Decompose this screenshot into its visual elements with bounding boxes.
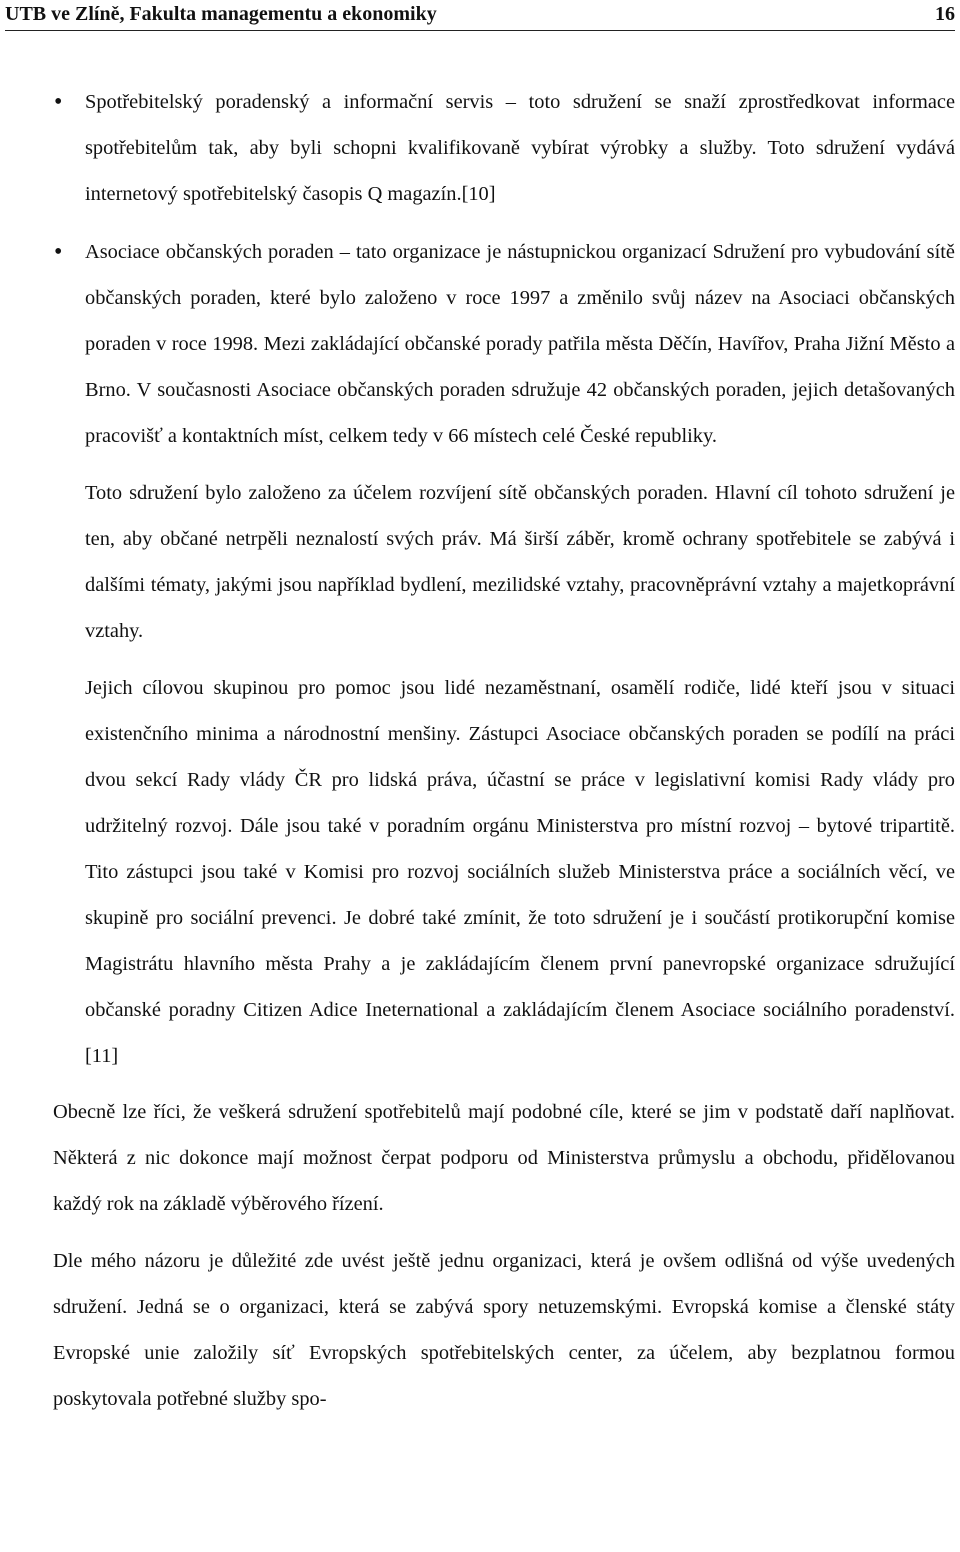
paragraph: Obecně lze říci, že veškerá sdružení spotřebitelů mají podobné cíle, které se jim v podstatě daří naplňovat. Některá z nic dokonce mají možnost čerpat podporu od Ministerstva průmyslu a obchodu, přidělovanou každý rok na základě výběrového řízení.: [53, 1101, 955, 1215]
bullet-icon: •: [54, 89, 63, 115]
bullet-text: Asociace občanských poraden – tato organizace je nástupnickou organizací Sdružení pro vybudování sítě občanských poraden, které bylo založeno v roce 1997 a změnilo svůj název na Asociaci občanských poraden v roce 1998. Mezi zakládající občanské porady patřila města Děčín, Havířov, Praha Jižní Město a Brno. V současnosti Asociace občanských poraden sdružuje 42 občanských poraden, jejich detašovaných pracovišť a kontaktních míst, celkem tedy v 66 místech celé České republiky.: [85, 241, 955, 447]
document-body: [53, 79, 955, 1422]
page-number: 16: [935, 3, 955, 25]
page-header: [5, 0, 955, 31]
bullet-icon: •: [54, 239, 63, 265]
header-title: UTB ve Zlíně, Fakulta managementu a ekonomiky: [5, 3, 437, 25]
indented-paragraph: Jejich cílovou skupinou pro pomoc jsou lidé nezaměstnaní, osamělí rodiče, lidé kteří jsou v situaci existenčního minima a národnostní menšiny. Zástupci Asociace občanských poraden se podílí na práci dvou sekcí Rady vlády ČR pro lidská práva, účastní se práce v legislativní komisi Rady vlády pro udržitelný rozvoj. Dále jsou také v poradním orgánu Ministerstva pro místní rozvoj – bytové tripartitě. Tito zástupci jsou také v Komisi pro rozvoj sociálních služeb Ministerstva práce a sociálních věcí, ve skupině pro sociální prevenci. Je dobré také zmínit, že toto sdružení je i součástí protikorupční komise Magistrátu hlavního města Prahy a je zakládajícím členem první panevropské organizace sdružující občanské poradny Citizen Adice Ineternational a zakládajícím členem Asociace sociálního poradenství.[11]: [85, 677, 955, 1067]
indented-paragraph: Toto sdružení bylo založeno za účelem rozvíjení sítě občanských poraden. Hlavní cíl tohoto sdružení je ten, aby občané netrpěli neznalostí svých práv. Má širší záběr, kromě ochrany spotřebitele se zabývá i dalšími tématy, jakými jsou například bydlení, mezilidské vztahy, pracovněprávní vztahy a majetkoprávní vztahy.: [85, 482, 955, 642]
bullet-text: Spotřebitelský poradenský a informační servis – toto sdružení se snaží zprostředkovat informace spotřebitelům tak, aby byli schopni kvalifikovaně vybírat výrobky a služby. Toto sdružení vydává internetový spotřebitelský časopis Q magazín.[10]: [85, 91, 955, 205]
bullet-item: [53, 229, 955, 459]
paragraph: Dle mého názoru je důležité zde uvést ještě jednu organizaci, která je ovšem odlišná od výše uvedených sdružení. Jedná se o organizaci, která se zabývá spory netuzemskými. Evropská komise a členské státy Evropské unie založily síť Evropských spotřebitelských center, za účelem, aby bezplatnou formou poskytovala potřebné služby spo-: [53, 1250, 955, 1410]
bullet-item: [53, 79, 955, 217]
